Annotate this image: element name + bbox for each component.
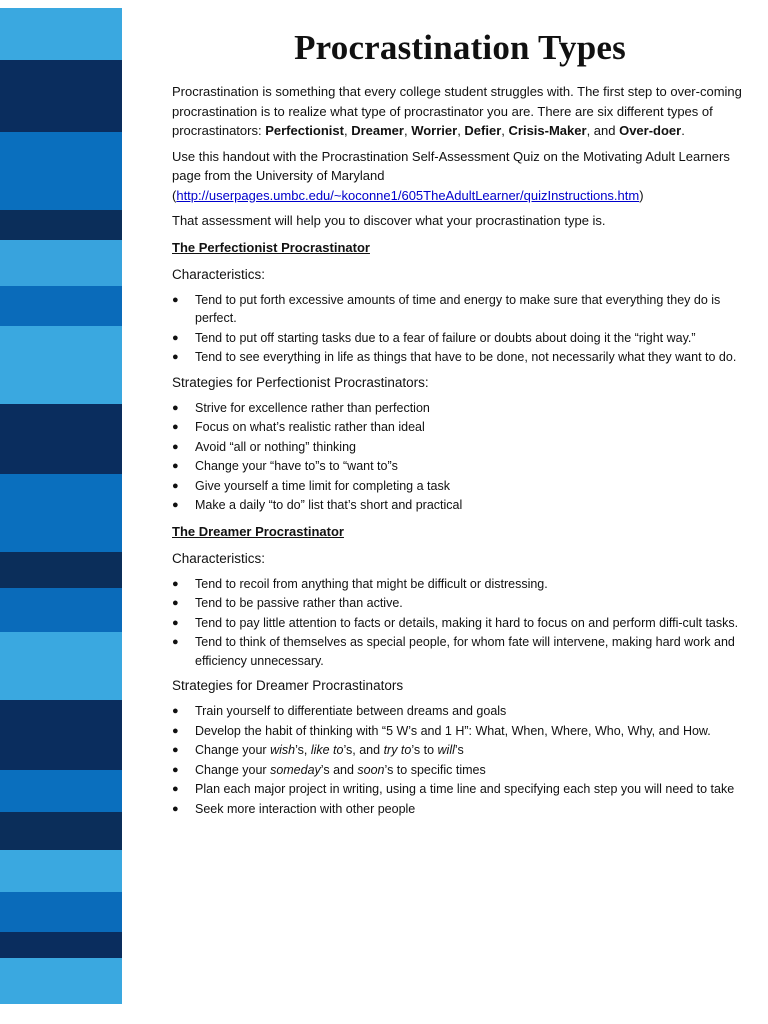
list-item-text: Tend to be passive rather than active. <box>195 596 403 610</box>
list-item <box>172 722 748 741</box>
list-item-text: Tend to think of themselves as special people, for whom fate will intervene, making hard work and efficiency unnecessary. <box>195 635 735 668</box>
list-item-text: Tend to pay little attention to facts or details, making it hard to focus on and perform diffi-cult tasks. <box>195 615 739 630</box>
stripe <box>0 60 122 132</box>
bullet-icon: ● <box>172 460 179 472</box>
type-overdoer: Over-doer <box>619 123 682 138</box>
stripe <box>0 474 122 552</box>
stripe <box>0 286 122 326</box>
strategies-label: Strategies for Dreamer Procrastinators <box>172 678 404 693</box>
list-item-text: Change your someday’s and soon’s to specific times <box>195 762 486 777</box>
stripe <box>0 700 122 770</box>
stripe <box>0 552 122 588</box>
stripe <box>0 240 122 286</box>
list-item-text: Make a daily “to do” list that’s short and practical <box>195 498 463 512</box>
strategies-list <box>172 399 748 515</box>
quiz-link[interactable]: http://userpages.umbc.edu/~koconne1/605TheAdultLearner/quizInstructions.htm <box>176 187 640 203</box>
list-item <box>172 575 748 594</box>
bullet-icon: ● <box>172 616 179 629</box>
page-title: Procrastination Types <box>294 28 626 67</box>
section-title: The Dreamer Procrastinator <box>172 523 344 539</box>
bullet-icon: ● <box>172 351 179 363</box>
list-item <box>172 702 748 721</box>
list-item <box>172 614 748 633</box>
list-item-text: Strive for excellence rather than perfection <box>195 400 430 415</box>
intro-paragraph: Procrastination is something that every college student struggles with. The first step to over-coming procrastination is to realize what type of procrastinator you are. There are six different types of procrastinators: Perfectionist, Dreamer, Worrier, Defier, Crisis-Maker, and Over-doer. <box>172 84 742 138</box>
intro-text: Procrastination is something that every college student struggles with. The first step to over-coming procrastination is to realize what type of procrastinator you are. There are six different types of procrastinators: <box>172 84 742 138</box>
list-item-text: Tend to put off starting tasks due to a fear of failure or doubts about doing it the “right way.” <box>195 330 696 345</box>
list-item <box>172 348 748 367</box>
stripe <box>0 932 122 958</box>
bullet-icon: ● <box>172 636 179 648</box>
stripe <box>0 404 122 474</box>
list-item <box>172 800 748 819</box>
list-item <box>172 399 748 418</box>
section-title: The Perfectionist Procrastinator <box>172 239 370 255</box>
type-dreamer: Dreamer <box>351 123 404 138</box>
stripe <box>0 132 122 210</box>
bullet-icon: ● <box>172 577 179 590</box>
list-item-text: Tend to recoil from anything that might be difficult or distressing. <box>195 576 548 591</box>
bullet-icon: ● <box>172 293 179 306</box>
section-dreamer <box>172 523 748 819</box>
list-item-text: Tend to see everything in life as things that have to be done, not necessarily what they want to do. <box>195 350 737 364</box>
handout-text: Use this handout with the Procrastination Self-Assessment Quiz on the Motivating Adult Learners page from the University of Maryland ( <box>172 148 730 203</box>
bullet-icon: ● <box>172 401 179 414</box>
list-item <box>172 457 748 476</box>
handout-paragraph: Use this handout with the Procrastination Self-Assessment Quiz on the Motivating Adult Learners page from the University of Maryland (http://userpages.umbc.edu/~koconne1/605TheAdultLearner/quizInstructions.htm) <box>172 148 730 203</box>
list-item <box>172 329 748 348</box>
list-item-text: Develop the habit of thinking with “5 W’s and 1 H”: What, When, Where, Who, Why, and How. <box>195 723 711 738</box>
list-item <box>172 761 748 780</box>
stripe <box>0 210 122 240</box>
characteristics-label: Characteristics: <box>172 266 266 282</box>
section-perfectionist <box>172 239 748 515</box>
stripe <box>0 812 122 850</box>
list-item <box>172 780 748 799</box>
characteristics-list <box>172 575 748 671</box>
stripe <box>0 892 122 932</box>
decorative-stripe-bar <box>0 8 122 1024</box>
bullet-icon: ● <box>172 763 179 776</box>
stripe <box>0 850 122 892</box>
stripe <box>0 958 122 1004</box>
stripe <box>0 770 122 812</box>
assessment-paragraph: That assessment will help you to discover what your procrastination type is. <box>172 213 606 228</box>
list-item-text: Give yourself a time limit for completing a task <box>195 478 450 493</box>
bullet-icon: ● <box>172 499 179 511</box>
type-worrier: Worrier <box>411 123 458 138</box>
characteristics-label: Characteristics: <box>172 550 266 566</box>
stripe <box>0 8 122 60</box>
list-item <box>172 496 748 515</box>
stripe <box>0 326 122 404</box>
bullet-icon: ● <box>172 331 179 344</box>
list-item <box>172 477 748 496</box>
type-perfectionist: Perfectionist <box>265 123 344 138</box>
bullet-icon: ● <box>172 744 179 756</box>
list-item <box>172 741 748 760</box>
bullet-icon: ● <box>172 705 179 717</box>
type-defier: Defier <box>464 123 502 138</box>
list-item-text: Plan each major project in writing, using a time line and specifying each step you will need to take <box>195 782 735 796</box>
bullet-icon: ● <box>172 421 179 433</box>
list-item <box>172 291 748 328</box>
strategies-list <box>172 702 748 818</box>
strategies-label: Strategies for Perfectionist Procrastinators: <box>172 374 429 390</box>
list-item-text: Seek more interaction with other people <box>195 801 416 816</box>
list-item <box>172 594 748 613</box>
bullet-icon: ● <box>172 597 179 609</box>
list-item <box>172 438 748 457</box>
bullet-icon: ● <box>172 802 179 815</box>
bullet-icon: ● <box>172 724 179 737</box>
stripe <box>0 632 122 700</box>
type-crisis-maker: Crisis-Maker <box>508 123 587 138</box>
list-item-text: Train yourself to differentiate between dreams and goals <box>195 704 507 718</box>
stripe <box>0 588 122 632</box>
list-item <box>172 418 748 437</box>
list-item-text: Tend to put forth excessive amounts of time and energy to make sure that everything they do is perfect. <box>195 292 721 325</box>
bullet-icon: ● <box>172 440 179 453</box>
bullet-icon: ● <box>172 783 179 795</box>
list-item-text: Change your wish’s, like to’s, and try to’s to will’s <box>195 743 464 757</box>
document-body <box>172 28 748 824</box>
bullet-icon: ● <box>172 479 179 492</box>
list-item-text: Focus on what’s realistic rather than ideal <box>195 420 425 434</box>
list-item-text: Change your “have to”s to “want to”s <box>195 459 398 473</box>
list-item-text: Avoid “all or nothing” thinking <box>195 439 356 454</box>
characteristics-list <box>172 291 748 367</box>
procrastinator-sections <box>172 239 748 819</box>
list-item <box>172 633 748 670</box>
